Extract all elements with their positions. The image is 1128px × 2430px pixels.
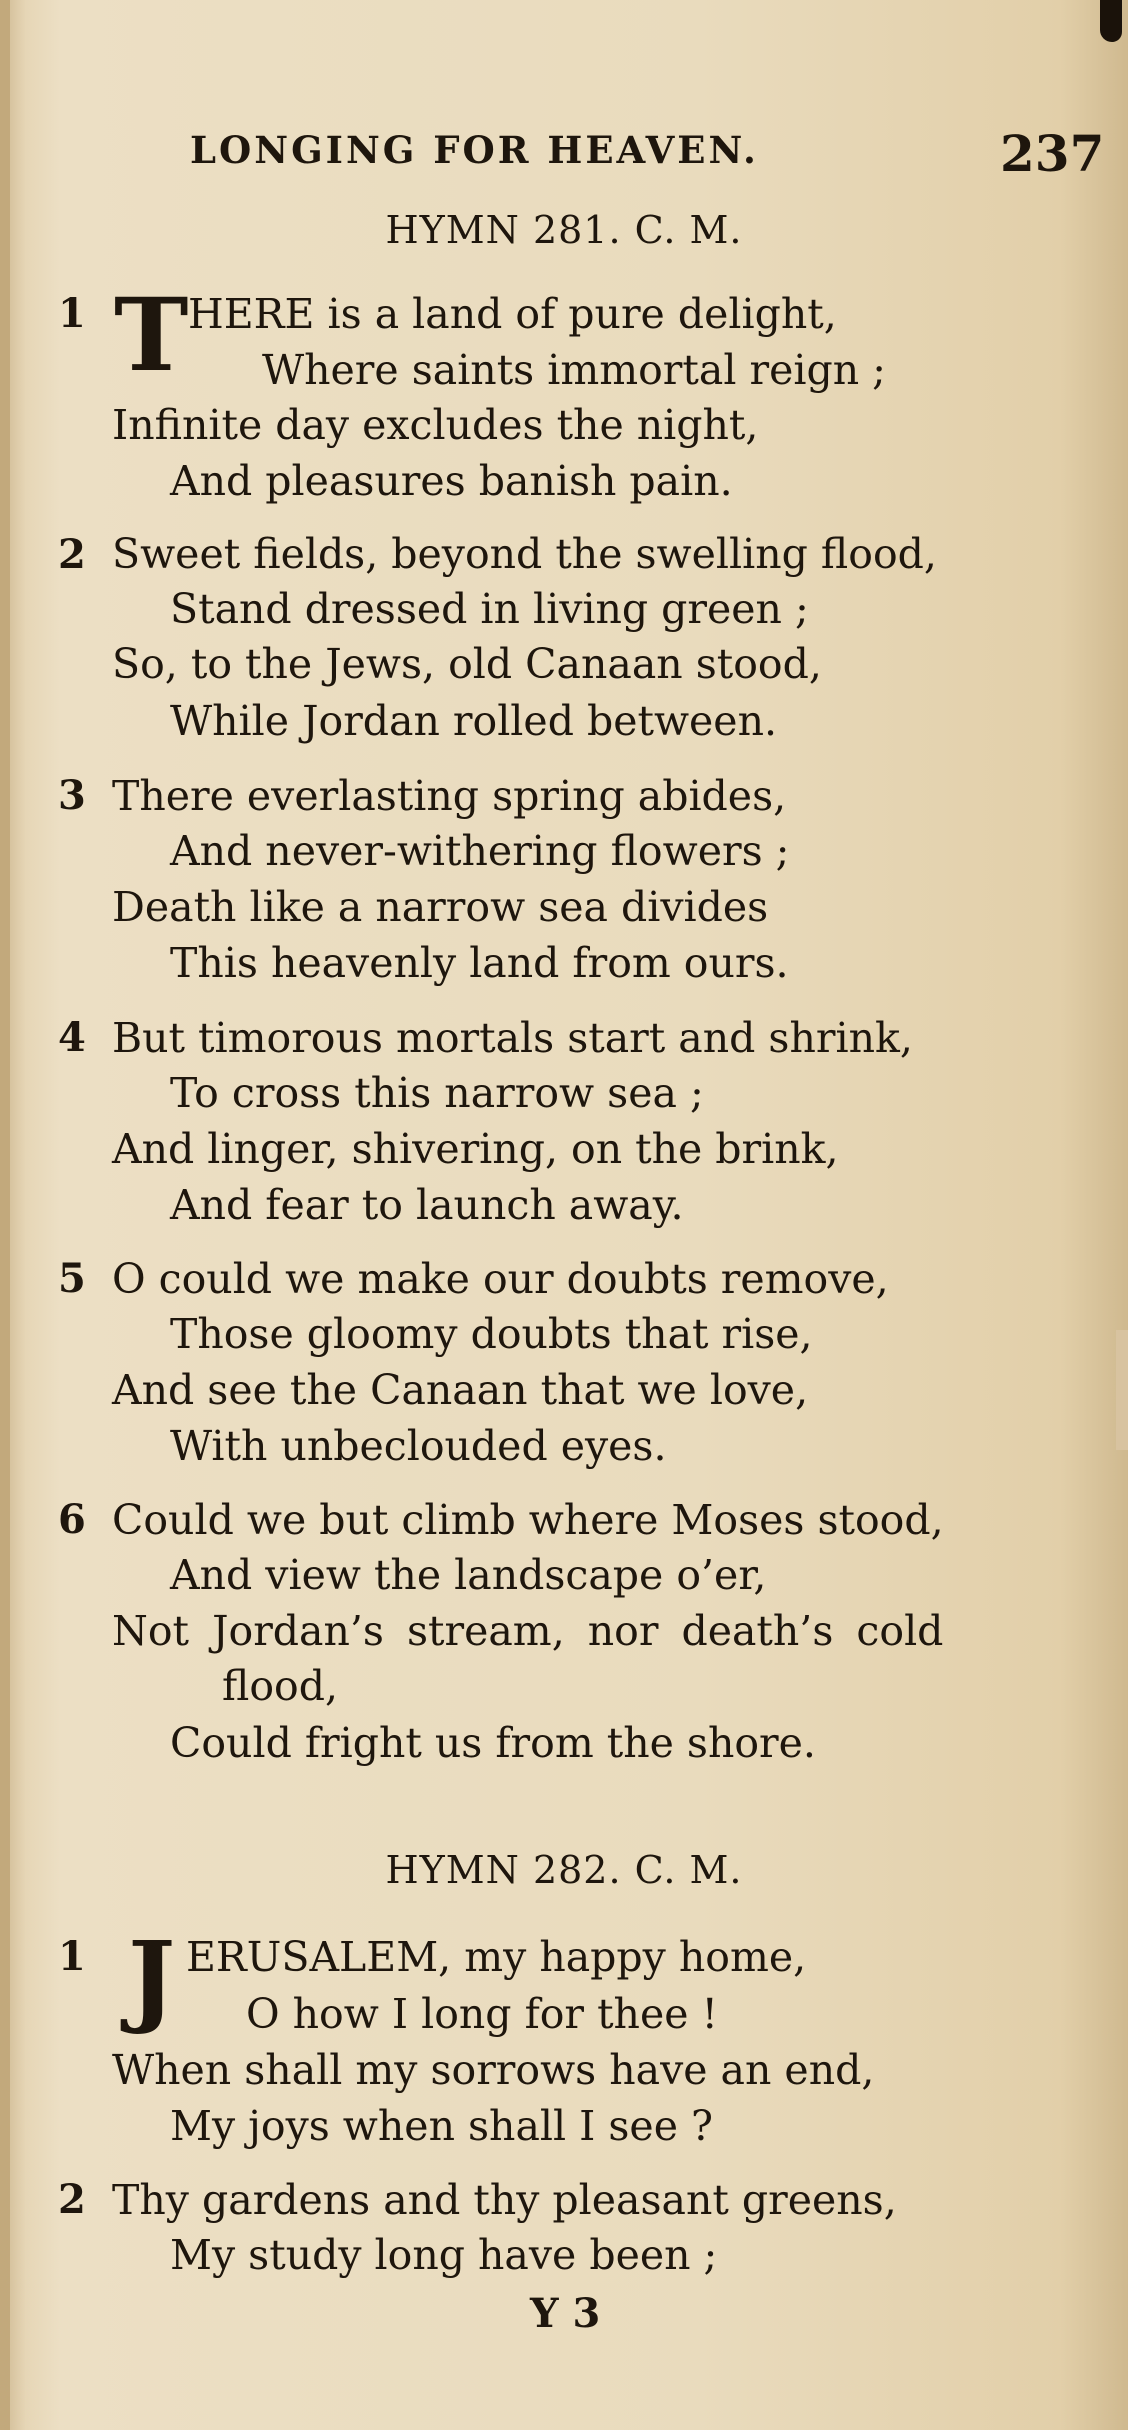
- verse-number: 4: [58, 1014, 86, 1061]
- verse-line: With unbeclouded eyes.: [170, 1422, 667, 1470]
- verse-number: 1: [58, 290, 86, 337]
- verse-line: Could we but climb where Moses stood,: [112, 1496, 944, 1544]
- verse-number: 2: [58, 2176, 86, 2223]
- verse-line: Infinite day excludes the night,: [112, 401, 759, 449]
- verse-line: There everlasting spring abides,: [112, 772, 787, 820]
- signature-mark: Y 3: [530, 2290, 601, 2337]
- verse-line: ERUSALEM, my happy home,: [186, 1933, 807, 1981]
- verse-line: My joys when shall I see ?: [170, 2102, 713, 2150]
- page-spine-shadow: [0, 0, 10, 2430]
- verse-number: 2: [58, 531, 86, 578]
- verse-line: And linger, shivering, on the brink,: [112, 1125, 839, 1173]
- verse-line: Thy gardens and thy pleasant greens,: [112, 2176, 897, 2224]
- verse-number: 6: [58, 1496, 86, 1543]
- verse-number: 1: [58, 1933, 86, 1980]
- verse-line: And never-withering flowers ;: [170, 827, 790, 875]
- verse-line: My study long have been ;: [170, 2231, 718, 2279]
- ink-blot: [1100, 0, 1122, 42]
- verse-line: This heavenly land from ours.: [170, 939, 789, 987]
- verse-line: O could we make our doubts remove,: [112, 1255, 889, 1303]
- verse-line: To cross this narrow sea ;: [170, 1069, 704, 1117]
- verse-line: And view the landscape o’er,: [170, 1551, 767, 1599]
- drop-cap: T: [114, 276, 189, 394]
- verse-number: 3: [58, 772, 86, 819]
- hymn-282-title: HYMN 282. C. M.: [385, 1848, 743, 1892]
- page-edge-wear: [1116, 1330, 1128, 1450]
- verse-line: flood,: [222, 1662, 338, 1710]
- verse-line: Where saints immortal reign ;: [262, 346, 886, 394]
- verse-line: While Jordan rolled between.: [170, 697, 778, 745]
- page-number: 237: [1000, 124, 1105, 183]
- verse-line: O how I long for thee !: [246, 1990, 718, 2038]
- hymn-281-title: HYMN 281. C. M.: [385, 208, 743, 252]
- verse-line: Not Jordan’s stream, nor death’s cold: [112, 1607, 944, 1655]
- drop-cap: J: [128, 1919, 176, 2037]
- verse-line: And fear to launch away.: [170, 1181, 684, 1229]
- verse-line: Sweet fields, beyond the swelling flood,: [112, 530, 937, 578]
- verse-line: Could fright us from the shore.: [170, 1719, 816, 1767]
- verse-line: Death like a narrow sea divides: [112, 883, 769, 931]
- verse-line: And see the Canaan that we love,: [112, 1366, 809, 1414]
- verse-line: HERE is a land of pure delight,: [188, 290, 837, 338]
- verse-line: But timorous mortals start and shrink,: [112, 1014, 913, 1062]
- verse-line: When shall my sorrows have an end,: [112, 2046, 875, 2094]
- verse-line: Stand dressed in living green ;: [170, 585, 809, 633]
- running-head: LONGING FOR HEAVEN.: [190, 128, 759, 172]
- verse-number: 5: [58, 1255, 86, 1302]
- verse-line: And pleasures banish pain.: [170, 457, 733, 505]
- verse-line: Those gloomy doubts that rise,: [170, 1310, 813, 1358]
- verse-line: So, to the Jews, old Canaan stood,: [112, 640, 822, 688]
